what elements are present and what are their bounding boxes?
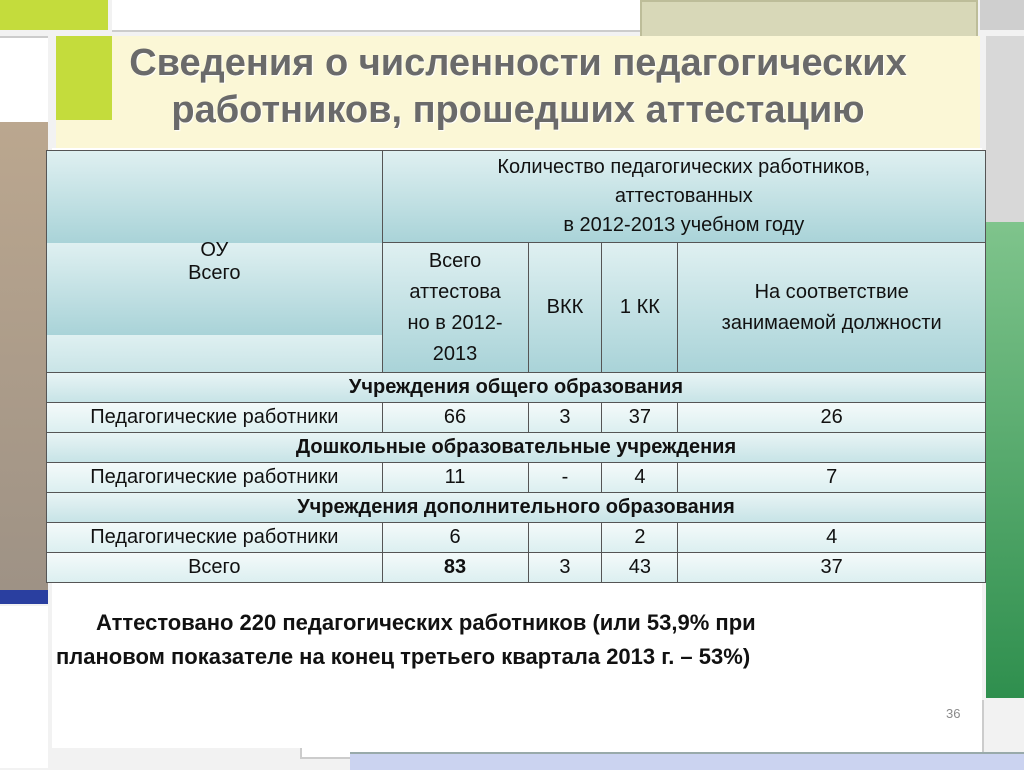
- total-cell-vkk: 3: [528, 553, 602, 583]
- slide-title: [56, 40, 980, 134]
- header-institution-line1: ОУ: [200, 238, 229, 261]
- summary-note: [56, 606, 980, 674]
- cell-total: 66: [382, 403, 528, 433]
- header-institution: [47, 151, 383, 373]
- header-group: [382, 151, 985, 243]
- section-additional-education: Учреждения дополнительного образования: [47, 493, 986, 523]
- decor-left-white-bottom: [0, 606, 48, 768]
- cell-1kk: 2: [602, 523, 678, 553]
- page-number: 36: [946, 706, 961, 721]
- slide-title-line2: работников, прошедших аттестацию: [171, 89, 865, 131]
- header-position-line1: На соответствие: [754, 280, 909, 303]
- header-vkk: ВКК: [528, 243, 602, 373]
- total-cell-1kk: 43: [602, 553, 678, 583]
- summary-note-line2: плановом показателе на конец третьего квартала 2013 г. – 53%): [56, 644, 751, 669]
- decor-bottom-blue: [350, 752, 1024, 770]
- decor-green-block: [0, 0, 108, 30]
- decor-left-blue: [0, 590, 48, 604]
- cell-vkk: -: [528, 463, 602, 493]
- row-label: Педагогические работники: [47, 523, 383, 553]
- total-cell-position: 37: [678, 553, 986, 583]
- cell-1kk: 4: [602, 463, 678, 493]
- cell-position: 26: [678, 403, 986, 433]
- decor-top-strip: [112, 0, 642, 32]
- table-row: [47, 403, 986, 433]
- cell-1kk: 37: [602, 403, 678, 433]
- section-preschool: Дошкольные образовательные учреждения: [47, 433, 986, 463]
- header-group-line1: Количество педагогических работников,: [497, 156, 871, 178]
- summary-note-line1: Аттестовано 220 педагогических работников (или 53,9% при: [96, 610, 756, 635]
- cell-total: 6: [382, 523, 528, 553]
- cell-position: 7: [678, 463, 986, 493]
- header-total-line2: аттестова: [409, 280, 501, 303]
- cell-total: 11: [382, 463, 528, 493]
- header-position-line2: занимаемой должности: [721, 311, 942, 334]
- attestation-table: [46, 150, 986, 583]
- row-label: Педагогические работники: [47, 403, 383, 433]
- total-row: [47, 553, 986, 583]
- header-total-line1: Всего: [428, 249, 482, 272]
- cell-position: 4: [678, 523, 986, 553]
- decor-right-green: [986, 222, 1024, 698]
- header-1kk: 1 КК: [602, 243, 678, 373]
- header-institution-line2: Всего: [188, 261, 241, 284]
- decor-right-grey: [980, 0, 1024, 30]
- header-total-line4: 2013: [432, 342, 478, 365]
- total-label: Всего: [47, 553, 383, 583]
- header-group-line2: аттестованных: [614, 185, 753, 207]
- decor-left-tan: [0, 122, 48, 592]
- row-label: Педагогические работники: [47, 463, 383, 493]
- cell-vkk: [528, 523, 602, 553]
- header-position: [678, 243, 986, 373]
- decor-left-white: [0, 36, 48, 124]
- decor-right-grey-upper: [986, 36, 1024, 222]
- table-row: [47, 523, 986, 553]
- section-general-education: Учреждения общего образования: [47, 373, 986, 403]
- header-total-attested: [382, 243, 528, 373]
- slide-title-line1: Сведения о численности педагогических: [129, 42, 907, 84]
- table-row: [47, 463, 986, 493]
- header-total-line3: но в 2012-: [407, 311, 503, 334]
- cell-vkk: 3: [528, 403, 602, 433]
- total-cell-total: 83: [382, 553, 528, 583]
- header-group-line3: в 2012-2013 учебном году: [563, 214, 805, 236]
